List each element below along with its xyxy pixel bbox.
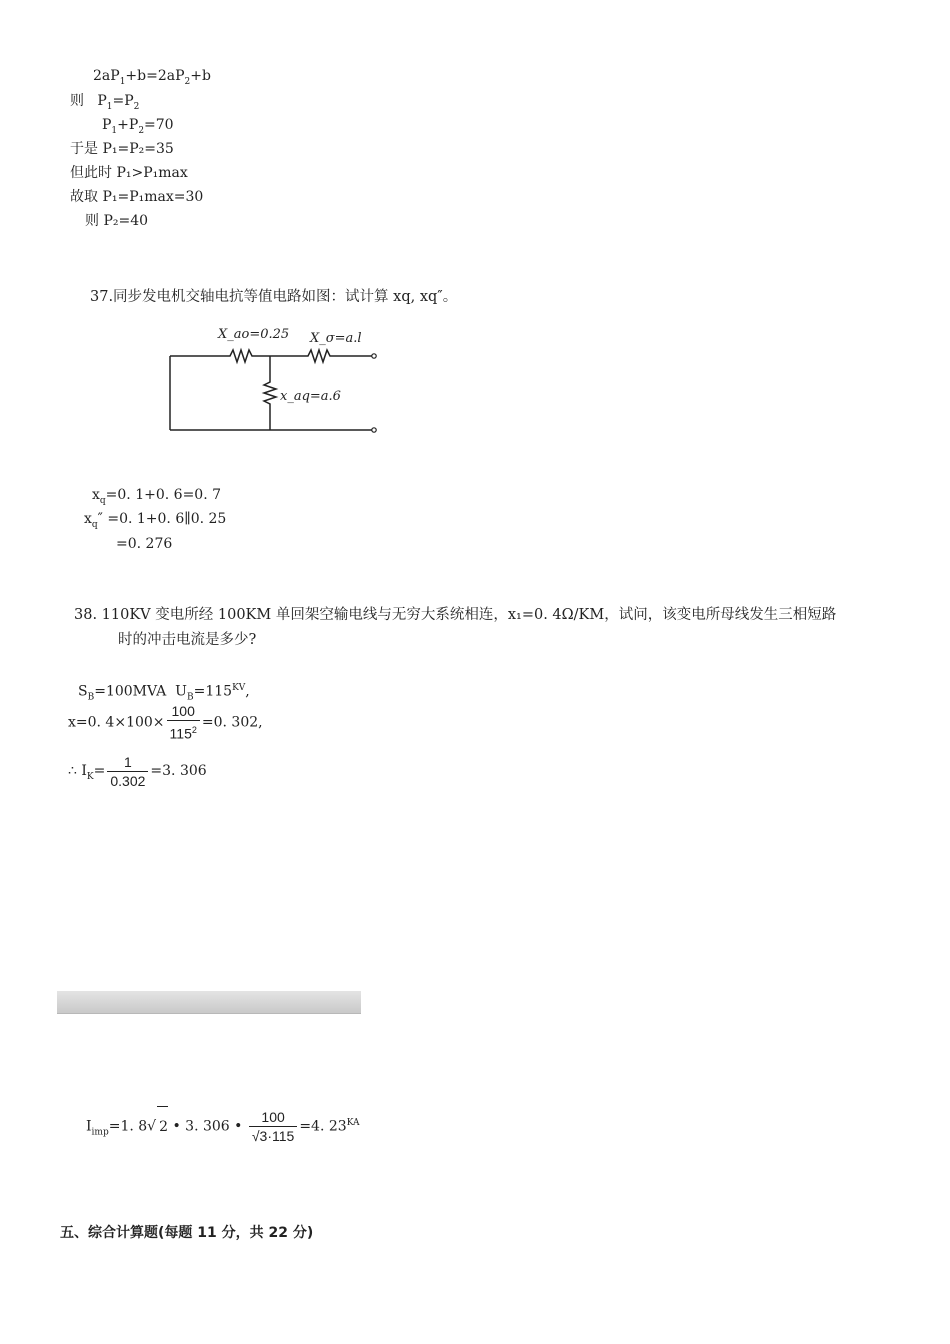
- fraction-100-over-115sq: $\frac{100}{115^2}$: [167, 702, 200, 743]
- eq-line-1: $2aP_1+b=2aP_2+b$: [93, 68, 211, 87]
- eq-line-2: 则 $P_1=P_2$: [70, 93, 140, 112]
- q37-answer-1: $x_q=0$. 1+0. 6=0. 7: [92, 487, 222, 506]
- resistor-x-aq: [264, 356, 276, 430]
- q38-question-line-1: 38. 110KV 变电所经 100KM 单回架空输电线与无穷大系统相连，x₁=0. 4Ω/KM，试问，该变电所母线发生三相短路: [74, 607, 837, 623]
- eq-line-2-prefix: 则: [70, 93, 84, 109]
- fraction-1-over-0302: $\frac{1}{0.302}$: [107, 753, 148, 790]
- label-x-ao: X_ao=0.25: [218, 327, 290, 342]
- q38-impulse-current: $I_{imp}=1$. 8√ 2 • 3. 306 • $\frac{100}{√3\cdot 115}$ =4. $23^{KA}$: [86, 1103, 360, 1152]
- q38-step-2: x=0. 4×100× $\frac{100}{115^2}$ =0. 302,: [68, 703, 263, 742]
- terminal-bottom: [372, 428, 376, 432]
- section-5-heading: 五、综合计算题(每题 11 分，共 22 分): [60, 1225, 314, 1241]
- eq-line-5: 但此时 P₁>P₁max: [70, 165, 188, 181]
- resistor-x-ao: [170, 350, 300, 362]
- q37-answer-2: $x_q'' =0$. 1+0. 6∥0. 25: [84, 511, 227, 530]
- fraction-100-over-sqrt3-115: $\frac{100}{√3\cdot 115}$: [249, 1108, 297, 1145]
- terminal-top: [372, 354, 376, 358]
- eq-line-4: 于是 P₁=P₂=35: [70, 141, 174, 157]
- q37-answer-3: =0. 276: [116, 536, 173, 552]
- eq-line-3: $P_1+P_2=70$: [102, 117, 174, 136]
- q37-question: 37.同步发电机交轴电抗等值电路如图：试计算 xq, xq″。: [90, 289, 458, 305]
- q38-step-1: $S_B=100MVA$ $U_B=115^{KV}$,: [78, 683, 250, 703]
- eq-line-7: 则 P₂=40: [85, 213, 149, 229]
- resistor-x-sigma: [300, 350, 372, 362]
- q38-question-line-2: 时的冲击电流是多少?: [118, 632, 257, 648]
- label-x-sigma: X_σ=a.l: [310, 331, 362, 346]
- eq-line-6: 故取 P₁=P₁max=30: [70, 189, 204, 205]
- q38-step-3: ∴ $I_K=$ $\frac{1}{0.302}$ =3. 306: [68, 753, 207, 789]
- grey-divider-bar: [57, 991, 361, 1014]
- equivalent-circuit-diagram: [160, 318, 390, 438]
- label-x-aq: x_aq=a.6: [280, 389, 341, 404]
